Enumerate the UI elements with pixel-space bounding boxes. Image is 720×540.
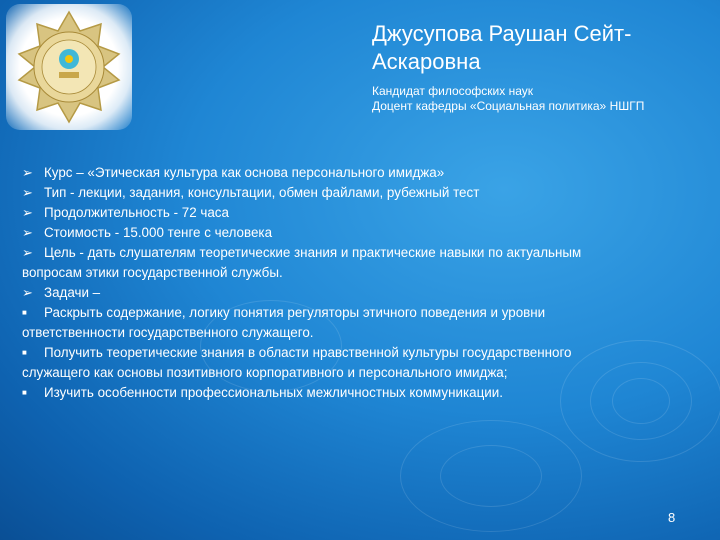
author-position: Доцент кафедры «Социальная политика» НШГП	[372, 99, 645, 113]
list-item-text: Получить теоретические знания в области нравственной культуры государственного служащего как основы позитивного корпоративного и персонального имиджа;	[22, 345, 572, 380]
author-name: Джусупова Раушан Сейт-Аскаровна	[372, 21, 632, 74]
list-item-text: Раскрыть содержание, логику понятия регуляторы этичного поведения и уровни ответственности государственного служащего.	[22, 305, 546, 340]
arrow-bullet-icon: ➢	[22, 185, 33, 200]
water-ripple	[440, 445, 542, 507]
list-item	[22, 303, 632, 343]
list-item	[22, 283, 632, 303]
author-block	[372, 20, 712, 114]
square-bullet-icon: ■	[22, 388, 27, 397]
list-item-text: Задачи –	[44, 285, 101, 300]
list-item	[22, 203, 632, 223]
list-item	[22, 343, 632, 383]
list-item	[22, 383, 632, 403]
list-item	[22, 163, 632, 183]
list-item	[22, 183, 632, 203]
author-degree: Кандидат философских наук	[372, 84, 534, 98]
square-bullet-icon: ■	[22, 348, 27, 357]
list-item-text: Цель - дать слушателям теоретические знания и практические навыки по актуальным вопросам этики государственной службы.	[22, 245, 582, 280]
page-number: 8	[668, 510, 676, 525]
list-item	[22, 223, 632, 243]
list-item	[22, 243, 632, 283]
arrow-bullet-icon: ➢	[22, 245, 33, 260]
arrow-bullet-icon: ➢	[22, 205, 33, 220]
organization-logo	[6, 4, 132, 130]
list-item-text: Тип - лекции, задания, консультации, обмен файлами, рубежный тест	[44, 185, 480, 200]
arrow-bullet-icon: ➢	[22, 165, 33, 180]
arrow-bullet-icon: ➢	[22, 285, 33, 300]
list-item-text: Продолжительность - 72 часа	[44, 205, 229, 220]
list-item-text: Стоимость - 15.000 тенге с человека	[44, 225, 273, 240]
arrow-bullet-icon: ➢	[22, 225, 33, 240]
square-bullet-icon: ■	[22, 308, 27, 317]
course-info-list	[22, 163, 632, 403]
list-item-text: Изучить особенности профессиональных межличностных коммуникации.	[44, 385, 503, 400]
list-item-text: Курс – «Этическая культура как основа персонального имиджа»	[44, 165, 445, 180]
